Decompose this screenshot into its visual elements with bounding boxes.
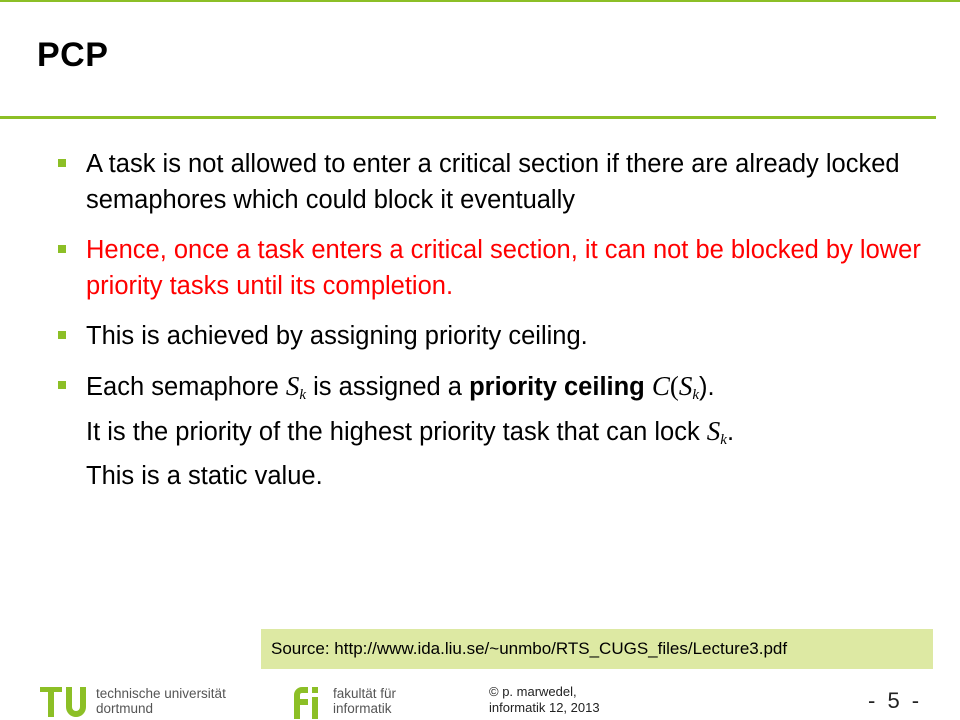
author-credit: © p. marwedel, informatik 12, 2013	[489, 684, 600, 715]
bullet-square-icon	[58, 331, 66, 339]
footer	[0, 680, 960, 720]
bullet-list	[58, 146, 928, 508]
bullet-item-definition	[58, 368, 928, 494]
university-name: technische universität dortmund	[96, 686, 226, 716]
bullet-text-part: is assigned a	[306, 373, 470, 401]
semaphore-symbol: $S_k$	[706, 416, 727, 448]
slide-title: PCP	[37, 36, 109, 74]
bullet-square-icon	[58, 381, 66, 389]
page-number: - 5 -	[868, 688, 923, 713]
tu-dortmund-logo-icon	[40, 683, 90, 717]
faculty-logo-icon	[288, 683, 324, 719]
bullet-item-highlighted	[58, 232, 928, 304]
bullet-text-part: ).	[699, 373, 715, 401]
bullet-text: Hence, once a task enters a critical section, it can not be blocked by lower priority tasks until its completion.	[86, 236, 921, 300]
bullet-text-part: Each semaphore	[86, 373, 286, 401]
top-accent-line	[0, 0, 960, 2]
bullet-text-part: It is the priority of the highest priority task that can lock	[86, 418, 707, 446]
bullet-item	[58, 318, 928, 354]
bullet-square-icon	[58, 159, 66, 167]
semaphore-symbol: $S_k$	[285, 371, 307, 403]
bullet-text-part: .	[726, 418, 735, 446]
bullet-text: A task is not allowed to enter a critical section if there are already locked semaphores which could block it eventually	[86, 150, 900, 214]
bullet-square-icon	[58, 245, 66, 253]
faculty-name: fakultät für informatik	[333, 686, 397, 716]
bullet-item	[58, 146, 928, 218]
priority-ceiling-term: priority ceiling	[469, 373, 645, 401]
ceiling-function-symbol: $C(S_k$	[651, 371, 700, 403]
bullet-text: This is achieved by assigning priority ceiling.	[86, 322, 588, 350]
bullet-text-part: This is a static value.	[86, 462, 323, 490]
title-rule	[0, 116, 936, 119]
source-citation: Source: http://www.ida.liu.se/~unmbo/RTS_CUGS_files/Lecture3.pdf	[261, 629, 933, 669]
